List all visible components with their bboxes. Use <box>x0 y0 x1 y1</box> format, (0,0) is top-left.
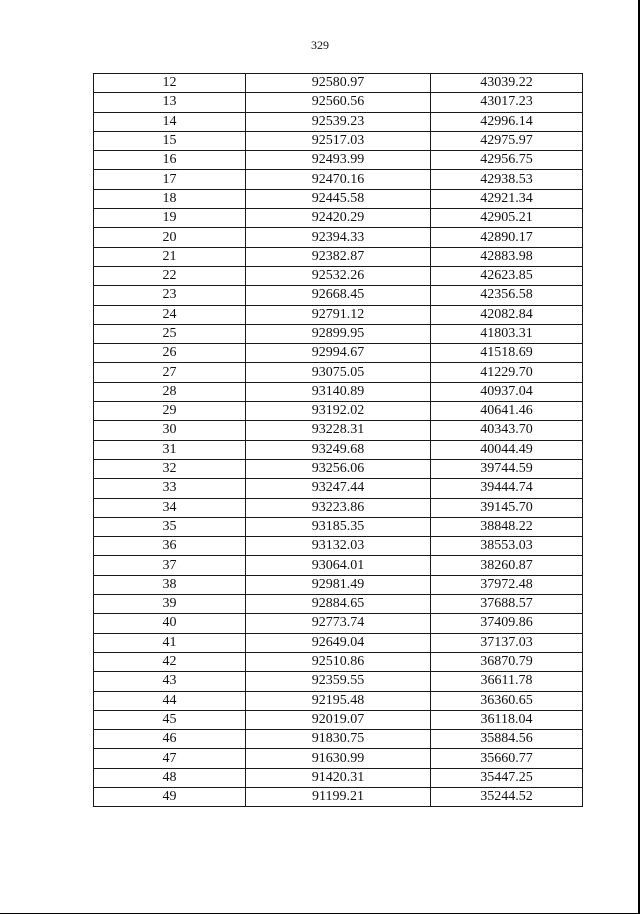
y-coordinate-cell: 41518.69 <box>431 344 583 363</box>
point-number-cell: 13 <box>94 93 246 112</box>
y-coordinate-cell: 41229.70 <box>431 363 583 382</box>
point-number-cell: 44 <box>94 691 246 710</box>
x-coordinate-cell: 93223.86 <box>246 498 431 517</box>
table-row <box>94 324 583 343</box>
x-coordinate-cell: 92019.07 <box>246 710 431 729</box>
point-number-cell: 34 <box>94 498 246 517</box>
point-number-cell: 30 <box>94 421 246 440</box>
point-number-cell: 37 <box>94 556 246 575</box>
point-number-cell: 33 <box>94 479 246 498</box>
x-coordinate-cell: 92649.04 <box>246 633 431 652</box>
x-coordinate-cell: 93132.03 <box>246 537 431 556</box>
point-number-cell: 48 <box>94 768 246 787</box>
y-coordinate-cell: 36360.65 <box>431 691 583 710</box>
x-coordinate-cell: 92791.12 <box>246 305 431 324</box>
table-row <box>94 730 583 749</box>
x-coordinate-cell: 92532.26 <box>246 266 431 285</box>
table-row <box>94 305 583 324</box>
point-number-cell: 14 <box>94 112 246 131</box>
table-row <box>94 131 583 150</box>
table-row <box>94 691 583 710</box>
table-row <box>94 710 583 729</box>
x-coordinate-cell: 91830.75 <box>246 730 431 749</box>
table-row <box>94 402 583 421</box>
table-row <box>94 151 583 170</box>
table-row <box>94 672 583 691</box>
y-coordinate-cell: 42938.53 <box>431 170 583 189</box>
y-coordinate-cell: 42623.85 <box>431 266 583 285</box>
table-row <box>94 459 583 478</box>
table-row <box>94 228 583 247</box>
x-coordinate-cell: 92470.16 <box>246 170 431 189</box>
x-coordinate-cell: 92382.87 <box>246 247 431 266</box>
point-number-cell: 23 <box>94 286 246 305</box>
y-coordinate-cell: 42890.17 <box>431 228 583 247</box>
x-coordinate-cell: 91199.21 <box>246 787 431 806</box>
y-coordinate-cell: 42883.98 <box>431 247 583 266</box>
y-coordinate-cell: 39145.70 <box>431 498 583 517</box>
point-number-cell: 31 <box>94 440 246 459</box>
x-coordinate-cell: 92773.74 <box>246 614 431 633</box>
table-row <box>94 421 583 440</box>
y-coordinate-cell: 36870.79 <box>431 652 583 671</box>
x-coordinate-cell: 93247.44 <box>246 479 431 498</box>
coordinates-table-body <box>94 74 583 807</box>
point-number-cell: 22 <box>94 266 246 285</box>
y-coordinate-cell: 40937.04 <box>431 382 583 401</box>
y-coordinate-cell: 38553.03 <box>431 537 583 556</box>
point-number-cell: 28 <box>94 382 246 401</box>
y-coordinate-cell: 39744.59 <box>431 459 583 478</box>
table-row <box>94 363 583 382</box>
point-number-cell: 16 <box>94 151 246 170</box>
point-number-cell: 15 <box>94 131 246 150</box>
table-row <box>94 768 583 787</box>
y-coordinate-cell: 36611.78 <box>431 672 583 691</box>
point-number-cell: 27 <box>94 363 246 382</box>
table-row <box>94 575 583 594</box>
point-number-cell: 17 <box>94 170 246 189</box>
x-coordinate-cell: 93249.68 <box>246 440 431 459</box>
x-coordinate-cell: 92517.03 <box>246 131 431 150</box>
x-coordinate-cell: 91630.99 <box>246 749 431 768</box>
table-row <box>94 247 583 266</box>
table-row <box>94 479 583 498</box>
x-coordinate-cell: 93228.31 <box>246 421 431 440</box>
y-coordinate-cell: 37688.57 <box>431 595 583 614</box>
table-row <box>94 498 583 517</box>
point-number-cell: 42 <box>94 652 246 671</box>
point-number-cell: 25 <box>94 324 246 343</box>
x-coordinate-cell: 92493.99 <box>246 151 431 170</box>
coordinates-table <box>93 73 583 807</box>
x-coordinate-cell: 92510.86 <box>246 652 431 671</box>
y-coordinate-cell: 42975.97 <box>431 131 583 150</box>
table-row <box>94 652 583 671</box>
y-coordinate-cell: 43017.23 <box>431 93 583 112</box>
point-number-cell: 36 <box>94 537 246 556</box>
x-coordinate-cell: 92580.97 <box>246 74 431 93</box>
table-row <box>94 537 583 556</box>
table-row <box>94 266 583 285</box>
table-row <box>94 614 583 633</box>
y-coordinate-cell: 35447.25 <box>431 768 583 787</box>
table-row <box>94 595 583 614</box>
x-coordinate-cell: 93192.02 <box>246 402 431 421</box>
table-row <box>94 209 583 228</box>
y-coordinate-cell: 35244.52 <box>431 787 583 806</box>
y-coordinate-cell: 35660.77 <box>431 749 583 768</box>
point-number-cell: 49 <box>94 787 246 806</box>
y-coordinate-cell: 40044.49 <box>431 440 583 459</box>
y-coordinate-cell: 42082.84 <box>431 305 583 324</box>
y-coordinate-cell: 42956.75 <box>431 151 583 170</box>
x-coordinate-cell: 92359.55 <box>246 672 431 691</box>
table-row <box>94 93 583 112</box>
point-number-cell: 12 <box>94 74 246 93</box>
point-number-cell: 29 <box>94 402 246 421</box>
y-coordinate-cell: 37972.48 <box>431 575 583 594</box>
table-row <box>94 440 583 459</box>
table-row <box>94 344 583 363</box>
table-row <box>94 189 583 208</box>
table-row <box>94 787 583 806</box>
table-row <box>94 170 583 189</box>
y-coordinate-cell: 41803.31 <box>431 324 583 343</box>
point-number-cell: 24 <box>94 305 246 324</box>
x-coordinate-cell: 92420.29 <box>246 209 431 228</box>
y-coordinate-cell: 38848.22 <box>431 517 583 536</box>
table-row <box>94 749 583 768</box>
y-coordinate-cell: 40343.70 <box>431 421 583 440</box>
point-number-cell: 21 <box>94 247 246 266</box>
y-coordinate-cell: 42356.58 <box>431 286 583 305</box>
table-row <box>94 633 583 652</box>
table-row <box>94 556 583 575</box>
y-coordinate-cell: 38260.87 <box>431 556 583 575</box>
x-coordinate-cell: 92560.56 <box>246 93 431 112</box>
x-coordinate-cell: 93064.01 <box>246 556 431 575</box>
x-coordinate-cell: 92539.23 <box>246 112 431 131</box>
point-number-cell: 40 <box>94 614 246 633</box>
x-coordinate-cell: 92668.45 <box>246 286 431 305</box>
x-coordinate-cell: 92884.65 <box>246 595 431 614</box>
table-row <box>94 382 583 401</box>
x-coordinate-cell: 91420.31 <box>246 768 431 787</box>
point-number-cell: 46 <box>94 730 246 749</box>
x-coordinate-cell: 93185.35 <box>246 517 431 536</box>
x-coordinate-cell: 92394.33 <box>246 228 431 247</box>
point-number-cell: 38 <box>94 575 246 594</box>
x-coordinate-cell: 92994.67 <box>246 344 431 363</box>
point-number-cell: 39 <box>94 595 246 614</box>
x-coordinate-cell: 93075.05 <box>246 363 431 382</box>
point-number-cell: 41 <box>94 633 246 652</box>
point-number-cell: 20 <box>94 228 246 247</box>
y-coordinate-cell: 42996.14 <box>431 112 583 131</box>
page-number: 329 <box>311 38 329 52</box>
point-number-cell: 18 <box>94 189 246 208</box>
x-coordinate-cell: 93140.89 <box>246 382 431 401</box>
y-coordinate-cell: 42905.21 <box>431 209 583 228</box>
point-number-cell: 45 <box>94 710 246 729</box>
y-coordinate-cell: 37409.86 <box>431 614 583 633</box>
y-coordinate-cell: 39444.74 <box>431 479 583 498</box>
y-coordinate-cell: 36118.04 <box>431 710 583 729</box>
x-coordinate-cell: 92195.48 <box>246 691 431 710</box>
point-number-cell: 47 <box>94 749 246 768</box>
table-row <box>94 74 583 93</box>
point-number-cell: 35 <box>94 517 246 536</box>
y-coordinate-cell: 43039.22 <box>431 74 583 93</box>
x-coordinate-cell: 92981.49 <box>246 575 431 594</box>
x-coordinate-cell: 93256.06 <box>246 459 431 478</box>
y-coordinate-cell: 35884.56 <box>431 730 583 749</box>
y-coordinate-cell: 40641.46 <box>431 402 583 421</box>
x-coordinate-cell: 92899.95 <box>246 324 431 343</box>
table-row <box>94 112 583 131</box>
table-row <box>94 517 583 536</box>
y-coordinate-cell: 37137.03 <box>431 633 583 652</box>
point-number-cell: 19 <box>94 209 246 228</box>
x-coordinate-cell: 92445.58 <box>246 189 431 208</box>
point-number-cell: 43 <box>94 672 246 691</box>
y-coordinate-cell: 42921.34 <box>431 189 583 208</box>
point-number-cell: 32 <box>94 459 246 478</box>
point-number-cell: 26 <box>94 344 246 363</box>
table-row <box>94 286 583 305</box>
